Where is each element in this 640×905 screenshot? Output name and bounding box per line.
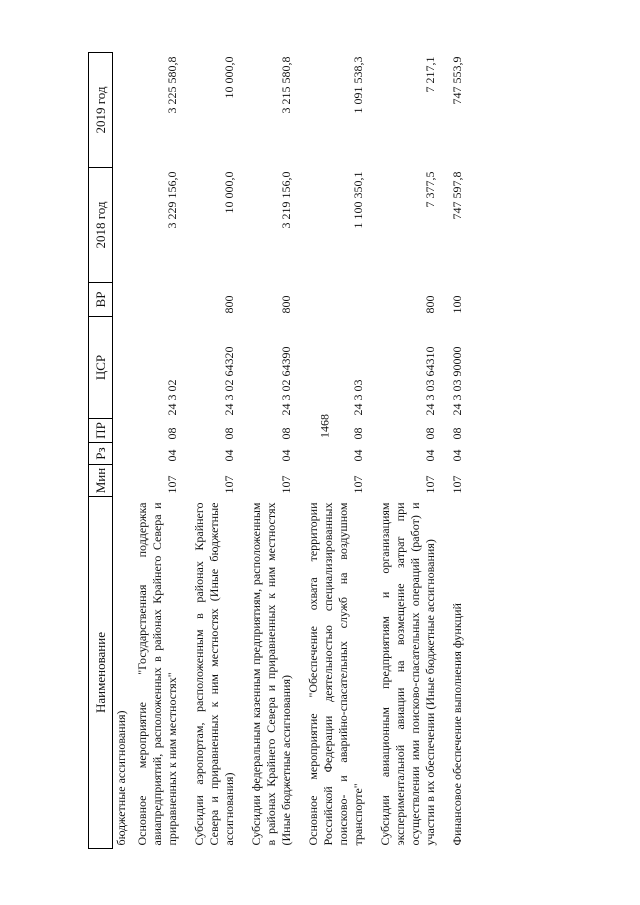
row-rz: 04 (351, 449, 365, 462)
row-pr: 08 (423, 427, 437, 440)
row-2018: 747 597,8 (450, 171, 464, 220)
row-csr: 24 3 03 (351, 379, 365, 416)
row-vr: 800 (222, 295, 236, 314)
row-vr (133, 283, 182, 317)
row-name: Субсидии федеральным казенным предприятиям, расположенным в районах Крайнего Севера и приравненных к ним местностях (Иные бюджетные ассигнования) (249, 502, 293, 846)
row-csr: 24 3 02 64390 (279, 346, 293, 416)
row-pr: 08 (279, 427, 293, 440)
row-2018: 3 219 156,0 (279, 171, 293, 229)
budget-table-page (88, 53, 596, 849)
row-rz: 04 (222, 449, 236, 462)
table-row (448, 53, 467, 849)
row-name: Финансовое обеспечение выполнения функций (450, 603, 464, 846)
row-rz: 04 (279, 449, 293, 462)
row-name: Субсидии аэропортам, расположенным в районах Крайнего Севера и приравненных к ним местностях (Иные бюджетные ассигнования) (192, 502, 236, 846)
row-csr: 24 3 03 90000 (450, 346, 464, 416)
row-rz: 04 (450, 449, 464, 462)
row-2018: 3 229 156,0 (165, 171, 179, 229)
row-2019: 3 225 580,8 (165, 56, 179, 114)
row-min: 107 (222, 475, 236, 494)
row-2019: 3 215 580,8 (279, 56, 293, 114)
row-name: Основное мероприятие "Государственная поддержка авиапредприятий, расположенных в районах Крайнего Севера и приравненных к ним местностях" (135, 502, 179, 846)
row-2018: 1 100 350,1 (351, 171, 365, 229)
row-2018: 7 377,5 (423, 171, 437, 208)
row-2019: 7 217,1 (423, 56, 437, 93)
row-2019: 10 000,0 (222, 56, 236, 99)
table-row (304, 53, 368, 849)
header-rz: Рз (89, 443, 113, 465)
row-2019: 747 553,9 (450, 56, 464, 105)
header-pr: ПР (89, 419, 113, 443)
header-min: Мин (89, 465, 113, 497)
table-row (190, 53, 239, 849)
row-vr (304, 283, 368, 317)
row-pr: 08 (165, 427, 179, 440)
row-min: 107 (423, 475, 437, 494)
row-rz: 04 (423, 449, 437, 462)
table-row (376, 53, 440, 849)
row-2019: 1 091 538,3 (351, 56, 365, 114)
row-csr: 24 3 02 64320 (222, 346, 236, 416)
page-number: 1468 (317, 414, 332, 438)
continuation-text: бюджетные ассигнования) (114, 710, 128, 846)
header-csr: ЦСР (89, 317, 113, 419)
header-2019: 2019 год (89, 53, 113, 168)
row-min: 107 (279, 475, 293, 494)
row-rz: 04 (165, 449, 179, 462)
header-name: Наименование (89, 497, 113, 849)
row-csr: 24 3 03 64310 (423, 346, 437, 416)
row-name: Основное мероприятие "Обеспечение охвата территории Российской Федерации деятельностью специализированных поисково- и аварийно-спасательных служб на воздушном транспорте" (306, 502, 365, 846)
row-vr: 800 (423, 295, 437, 314)
row-pr: 08 (351, 427, 365, 440)
row-min: 107 (450, 475, 464, 494)
table-header (89, 53, 113, 849)
continuation-row (113, 53, 134, 849)
row-csr: 24 3 02 (165, 379, 179, 416)
row-pr: 08 (450, 427, 464, 440)
row-2018: 10 000,0 (222, 171, 236, 214)
row-min: 107 (351, 475, 365, 494)
budget-table (88, 52, 467, 849)
row-pr: 08 (222, 427, 236, 440)
row-min: 107 (165, 475, 179, 494)
header-2018: 2018 год (89, 168, 113, 283)
table-row (133, 53, 182, 849)
row-vr: 800 (279, 295, 293, 314)
table-row (247, 53, 296, 849)
row-vr: 100 (450, 295, 464, 314)
header-vr: ВР (89, 283, 113, 317)
row-name: Субсидии авиационным предприятиям и организациям экспериментальной авиации на возмещение затрат при осуществлении ими поисково-спасательных операций (работ) и участии в их обеспечении (Иные бюджетные ассигнования) (378, 502, 437, 846)
